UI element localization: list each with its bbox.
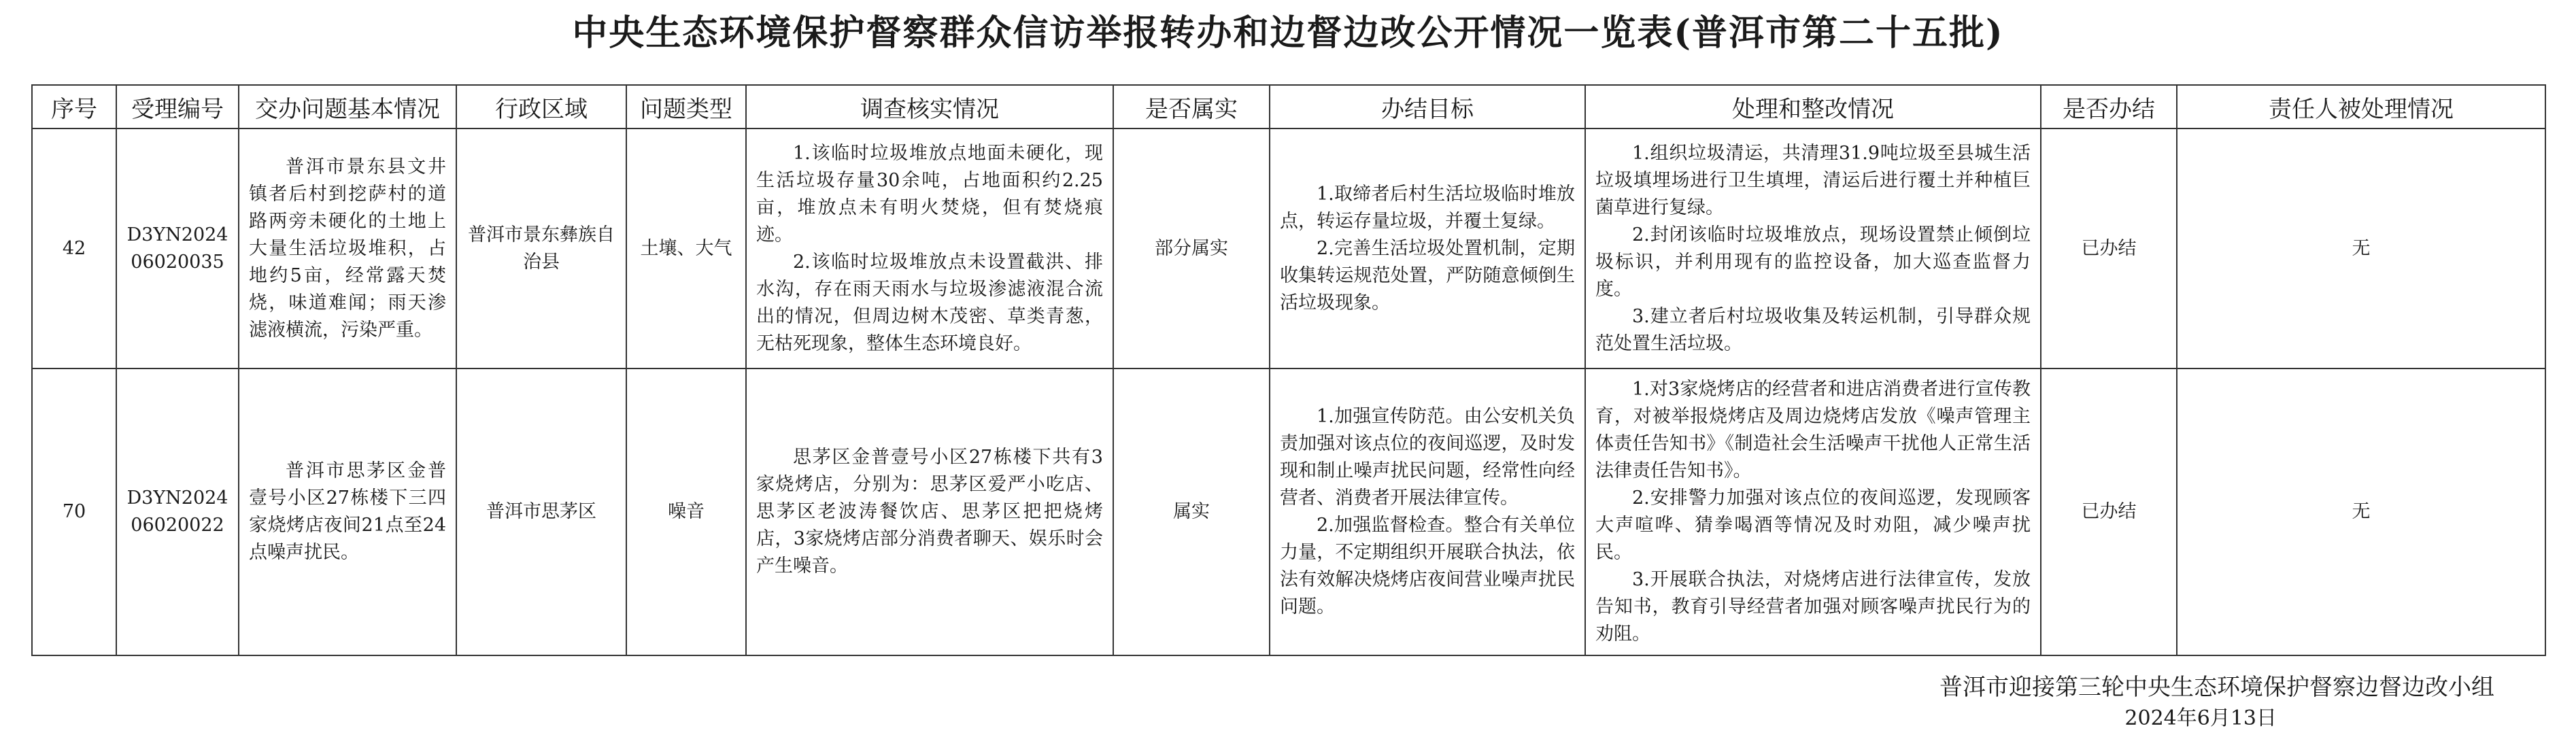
header-cell: 行政区域 <box>456 85 626 128</box>
header-cell: 调查核实情况 <box>746 85 1113 128</box>
header-cell: 责任人被处理情况 <box>2177 85 2545 128</box>
header-cell: 问题类型 <box>626 85 746 128</box>
rectification-item: 1.组织垃圾清运，共清理31.9吨垃圾至县城生活垃圾填埋场进行卫生填埋，清运后进行覆土并种植巨菌草进行复绿。 <box>1595 142 2031 218</box>
header-cell: 是否办结 <box>2041 85 2177 128</box>
row-number: 42 <box>32 128 116 368</box>
header-cell: 序号 <box>32 85 116 128</box>
rectification-item: 1.对3家烧烤店的经营者和进店消费者进行宣传教育，对被举报烧烤店及周边烧烤店发放《噪声管理主体责任告知书》《制造社会生活噪声干扰他人正常生活法律责任告知书》。 <box>1595 379 2031 481</box>
accountability-status: 无 <box>2177 128 2545 368</box>
goal-item: 2.完善生活垃圾处置机制，定期收集转运规范处置，严防随意倾倒生活垃圾现象。 <box>1280 237 1575 313</box>
investigation-item: 2.该临时垃圾堆放点未设置截洪、排水沟，存在雨天雨水与垃圾渗滤液混合流出的情况，但周边树木茂密、草类青葱，无枯死现象，整体生态环境良好。 <box>756 251 1103 354</box>
signature-block <box>1939 672 2494 734</box>
signing-date: 2024年6月13日 <box>2124 706 2277 730</box>
rectification-item: 3.建立者后村垃圾收集及转运机制，引导群众规范处置生活垃圾。 <box>1595 305 2031 354</box>
table-row <box>32 128 2545 368</box>
row-number: 70 <box>32 368 116 655</box>
admin-region: 普洱市景东彝族自治县 <box>456 128 626 368</box>
goal-item: 1.加强宣传防范。由公安机关负责加强对该点位的夜间巡逻，及时发现和制止噪声扰民问题，经常性向经营者、消费者开展法律宣传。 <box>1280 406 1575 509</box>
verified-status: 属实 <box>1113 368 1270 655</box>
table-row <box>32 368 2545 655</box>
investigation-cell <box>746 128 1113 368</box>
goal-item: 1.取缔者后村生活垃圾临时堆放点，转运存量垃圾，并覆土复绿。 <box>1280 183 1575 232</box>
issue-type: 噪音 <box>626 368 746 655</box>
goal-cell <box>1270 368 1585 655</box>
header-cell: 受理编号 <box>116 85 239 128</box>
rectification-item: 2.封闭该临时垃圾堆放点，现场设置禁止倾倒垃圾标识，并利用现有的监控设备，加大巡查监督力度。 <box>1595 224 2031 300</box>
goal-item: 2.加强监督检查。整合有关单位力量，不定期组织开展联合执法，依法有效解决烧烤店夜间营业噪声扰民问题。 <box>1280 515 1575 617</box>
header-cell: 是否属实 <box>1113 85 1270 128</box>
issue-text: 普洱市景东县文井镇者后村到挖萨村的道路两旁未硬化的土地上大量生活垃圾堆积，占地约5亩，经常露天焚烧，味道难闻；雨天渗滤液横流，污染严重。 <box>249 156 446 341</box>
rectification-item: 2.安排警力加强对该点位的夜间巡逻，发现顾客大声喧哗、猜拳喝酒等情况及时劝阻，减少噪声扰民。 <box>1595 487 2031 563</box>
rectification-item: 3.开展联合执法，对烧烤店进行法律宣传，发放告知书，教育引导经营者加强对顾客噪声扰民行为的劝阻。 <box>1595 569 2031 645</box>
acceptance-code: D3YN2024 06020022 <box>116 368 239 655</box>
issue-type: 土壤、大气 <box>626 128 746 368</box>
signing-organization: 普洱市迎接第三轮中央生态环境保护督察边督边改小组 <box>1939 674 2494 701</box>
acceptance-code: D3YN2024 06020035 <box>116 128 239 368</box>
goal-cell <box>1270 128 1585 368</box>
investigation-item: 思茅区金普壹号小区27栋楼下共有3家烧烤店，分别为：思茅区爱严小吃店、思茅区老波涛餐饮店、思茅区把把烧烤店，3家烧烤店部分消费者聊天、娱乐时会产生噪音。 <box>756 447 1103 577</box>
page-title: 中央生态环境保护督察群众信访举报转办和边督边改公开情况一览表(普洱市第二十五批) <box>572 12 2004 54</box>
accountability-status: 无 <box>2177 368 2545 655</box>
table-header-row <box>32 85 2545 128</box>
issue-text: 普洱市思茅区金普壹号小区27栋楼下三四家烧烤店夜间21点至24点噪声扰民。 <box>249 460 446 563</box>
investigation-item: 1.该临时垃圾堆放点地面未硬化，现生活垃圾存量30余吨，占地面积约2.25亩，堆放点未有明火焚烧，但有焚烧痕迹。 <box>756 142 1103 245</box>
rectification-cell <box>1585 368 2041 655</box>
issue-description <box>239 128 456 368</box>
investigation-cell <box>746 368 1113 655</box>
header-cell: 交办问题基本情况 <box>239 85 456 128</box>
header-cell: 办结目标 <box>1270 85 1585 128</box>
admin-region: 普洱市思茅区 <box>456 368 626 655</box>
header-cell: 处理和整改情况 <box>1585 85 2041 128</box>
rectification-cell <box>1585 128 2041 368</box>
verified-status: 部分属实 <box>1113 128 1270 368</box>
closed-status: 已办结 <box>2041 368 2177 655</box>
issue-description <box>239 368 456 655</box>
report-table <box>31 84 2546 656</box>
closed-status: 已办结 <box>2041 128 2177 368</box>
